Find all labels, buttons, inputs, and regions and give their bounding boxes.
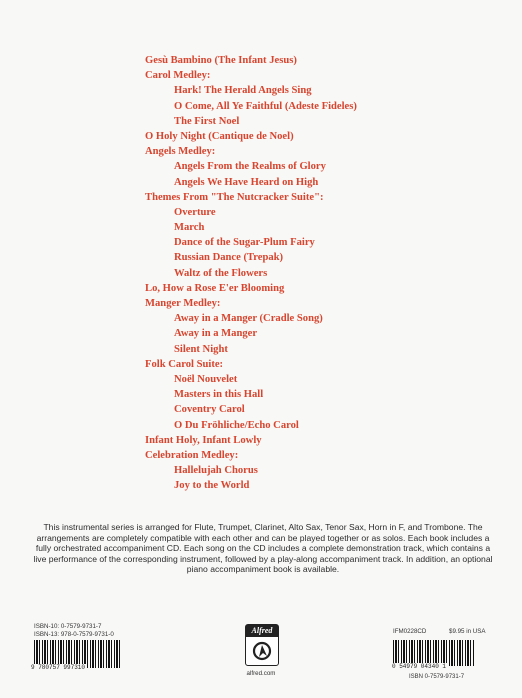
contents-subitem: Angels We Have Heard on High: [174, 176, 319, 188]
price-label: $9.95 in USA: [449, 628, 486, 635]
isbn-block: [34, 623, 114, 639]
contents-subitem: Angels From the Realms of Glory: [174, 161, 326, 173]
contents-subitem: Joy to the World: [174, 480, 250, 492]
contents-item: Folk Carol Suite:: [145, 358, 224, 370]
publisher-name: Alfred: [246, 625, 278, 637]
contents-subitem: Coventry Carol: [174, 404, 245, 416]
contents-subitem: The First Noel: [174, 115, 240, 127]
contents-subitem: Masters in this Hall: [174, 389, 264, 401]
isbn-10: ISBN-10: 0-7579-9731-7: [34, 623, 102, 630]
contents-item: Infant Holy, Infant Lowly: [145, 434, 262, 446]
isbn-barcode-digits: 9 780757 997310: [31, 664, 86, 671]
alfred-mark-icon: [252, 641, 272, 661]
contents-subitem: O Come, All Ye Faithful (Adeste Fideles): [174, 100, 357, 112]
contents-subitem: Noël Nouvelet: [174, 373, 238, 385]
isbn-13: ISBN-13: 978-0-7579-9731-0: [34, 631, 114, 638]
contents-item: Manger Medley:: [145, 298, 221, 309]
contents-subitem: Russian Dance (Trepak): [174, 252, 284, 264]
contents-subitem: Hallelujah Chorus: [174, 465, 258, 477]
contents-subitem: March: [174, 222, 205, 234]
contents-item: Carol Medley:: [145, 70, 211, 82]
alfred-logo: [245, 624, 279, 666]
upc-barcode-digits: 0 54979 04340 1: [392, 663, 447, 670]
publisher-url: alfred.com: [246, 670, 276, 677]
isbn-footer: ISBN 0-7579-9731-7: [409, 674, 465, 680]
contents-subitem: Away in a Manger (Cradle Song): [174, 313, 323, 325]
contents-item: Lo, How a Rose E'er Blooming: [145, 282, 285, 294]
series-description: This instrumental series is arranged for Flute, Trumpet, Clarinet, Alto Sax, Tenor Sax, Horn in F, and Trombone. The arrangements are completely compatible with each other and can be played together or as solos. Each book includes a fully orchestrated accompaniment CD. Each song on the CD includes a complete demonstration track, which contains a live performance of the corresponding instrument, followed by a play-along accompaniment track. In addition, an optional piano accompaniment book is available.: [33, 522, 493, 575]
contents-item: Celebration Medley:: [145, 449, 239, 461]
contents-subitem: O Du Fröhliche/Echo Carol: [174, 419, 299, 431]
contents-item: Themes From "The Nutcracker Suite":: [145, 191, 324, 203]
contents-subitem: Dance of the Sugar-Plum Fairy: [174, 237, 315, 249]
contents-item: Gesù Bambino (The Infant Jesus): [145, 55, 297, 66]
contents-item: O Holy Night (Cantique de Noel): [145, 130, 294, 142]
contents-subitem: Away in a Manger: [174, 328, 258, 340]
contents-subitem: Silent Night: [174, 343, 228, 355]
table-of-contents: [145, 53, 505, 493]
contents-subitem: Waltz of the Flowers: [174, 267, 268, 279]
contents-item: Angels Medley:: [145, 146, 216, 158]
contents-subitem: Hark! The Herald Angels Sing: [174, 85, 312, 97]
contents-subitem: Overture: [174, 206, 216, 218]
catalog-number: IFM0228CD: [393, 628, 427, 635]
